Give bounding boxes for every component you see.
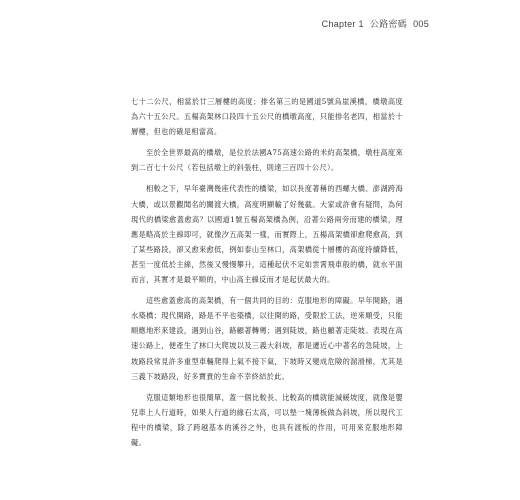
chapter-title: 公路密碼: [369, 19, 408, 29]
paragraph: 這些愈蓋愈高的高架橋，有一個共同的目的：克服地形的障礙。早年開路，遇水築橋；現代開路，路是不平也築橋，以往開的路，受限於工法，逆來順受，只能順應地形來建設，遇到山谷，路顧著轉彎；遇到陡坡，路也顧著走陡坡。表現在高速公路上，便產生了林口大爬坡以及三義大斜坡，都是遷近心中著名的急陡坡，上坡路段常見許多重型車輛爬得上氣不接下氣，下坡時又變成危險的溜滑梯，尤其是三義下坡路段，好多寶貴的生命不幸終結於此。: [131, 296, 403, 381]
body-text: [131, 94, 403, 456]
paragraph: 相較之下，早年臺灣幾座代表性的橋梁，如以長度著稱的西螺大橋、澎湖跨海大橋，或以景觀聞名的關渡大橋，高度明顯輸了好幾截。大家或許會有疑問，為何現代的橋梁愈蓋愈高？以國道1號五楊高架橋為例，沿著公路兩旁而建的橋梁，理應是略高於主線即可，就像汐五高架一樣，而實際上，五楊高架橋卻愈爬愈高，到了某些路段，卻又愈來愈低，例如泰山至林口，高架橋從十層樓的高度持續降低，甚至一度低於主線，然後又慢慢攀升，這種起伏不定如雲霄飛車般的橋，就水平面而言，其實才是最平順的，中山高主線反而才是起伏最大的。: [131, 184, 403, 285]
page-number: 005: [413, 19, 429, 29]
paragraph: 七十二公尺，相當於廿三層樓的高度；排名第三的是國道5號烏崖溪橋，橋墩高度為六十五公尺。五楊高架林口段四十五公尺的橋墩高度，只能排名老四，相當於十層樓，但也的確是相當高。: [131, 97, 403, 137]
chapter-label: Chapter 1: [321, 19, 364, 29]
paragraph: 克服這類地形也很簡單，蓋一個比較長、比較高的橋就能減緩坡度，就像是嬰兒車上人行道時，如果人行道的緣石太高，可以墊一塊薄板做為斜坡，所以現代工程中的橋梁，除了跨越基本的溪谷之外，也具有渡板的作用，可用來克服地形障礙。: [131, 392, 403, 447]
running-header: [322, 17, 429, 30]
paragraph: 至於全世界最高的橋墩，是位於法國A75高速公路的米約高架橋，墩柱高度來到二百七十公尺（若包括墩上的斜張柱，則達三百四十公尺）。: [131, 148, 403, 173]
